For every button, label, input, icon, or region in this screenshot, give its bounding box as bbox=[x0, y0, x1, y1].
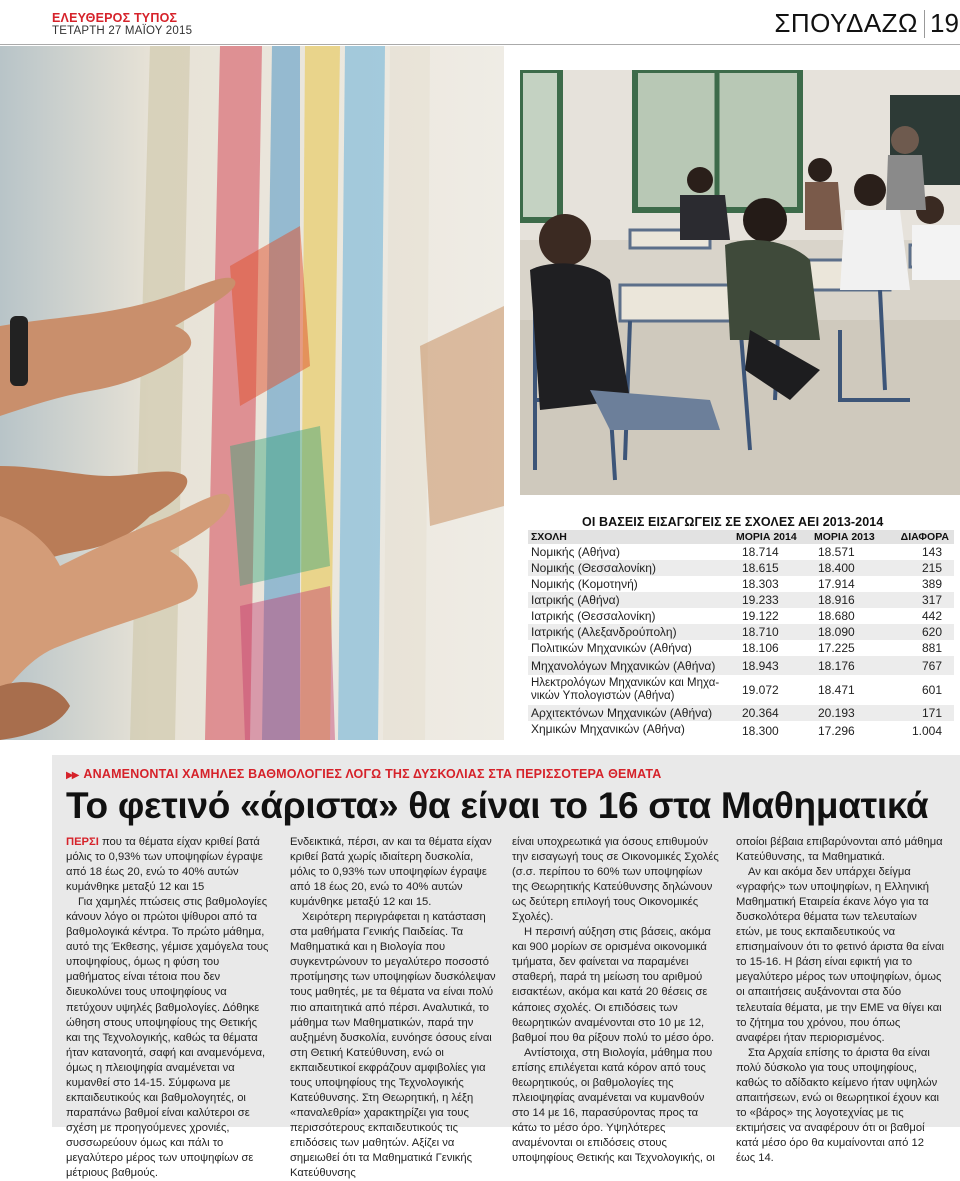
row-points-2014: 19.072 bbox=[742, 683, 779, 697]
row-points-2014: 18.300 bbox=[742, 724, 779, 738]
row-difference: 215 bbox=[921, 561, 942, 575]
row-points-2013: 18.090 bbox=[818, 625, 855, 639]
photo-hands-on-wall bbox=[0, 46, 504, 740]
article bbox=[52, 755, 960, 1180]
table-row bbox=[528, 624, 954, 640]
newspaper-name: ΕΛΕΥΘΕΡΟΣ ΤΥΠΟΣ bbox=[52, 11, 178, 25]
row-points-2014: 18.615 bbox=[742, 561, 779, 575]
row-school: Πολιτικών Μηχανικών (Αθήνα) bbox=[531, 641, 692, 655]
page-number: 19 bbox=[930, 8, 959, 38]
row-school bbox=[531, 677, 719, 703]
row-school: Μηχανολόγων Μηχανικών (Αθήνα) bbox=[531, 659, 716, 673]
table-row bbox=[528, 608, 954, 624]
article-paragraph bbox=[66, 835, 274, 895]
article-column-3 bbox=[512, 835, 720, 1166]
row-school-line-1: Ηλεκτρολόγων Μηχανικών και Μηχα- bbox=[531, 677, 720, 689]
issue-date: ΤΕΤΑΡΤΗ 27 ΜΑΪΟΥ 2015 bbox=[52, 25, 193, 37]
double-arrow-icon: ▶▶ bbox=[66, 770, 78, 781]
table-row bbox=[528, 544, 954, 560]
row-difference: 143 bbox=[921, 545, 942, 559]
table-title: ΟΙ ΒΑΣΕΙΣ ΕΙΣΑΓΩΓΕΙΣ ΣΕ ΣΧΟΛΕΣ ΑΕΙ 2013-2014 bbox=[582, 515, 884, 529]
masthead-divider bbox=[924, 10, 925, 38]
row-points-2014: 19.233 bbox=[742, 593, 779, 607]
article-kicker bbox=[66, 767, 661, 781]
row-difference: 389 bbox=[921, 577, 942, 591]
row-difference: 767 bbox=[921, 659, 942, 673]
article-column-1 bbox=[66, 835, 274, 1181]
row-points-2014: 18.943 bbox=[742, 659, 779, 673]
table-row bbox=[528, 721, 954, 739]
row-points-2014: 20.364 bbox=[742, 706, 779, 720]
table-row bbox=[528, 576, 954, 592]
photo-exam-classroom bbox=[520, 70, 960, 495]
header-points-2014: ΜΟΡΙΑ 2014 bbox=[736, 531, 797, 543]
row-difference: 317 bbox=[921, 593, 942, 607]
article-paragraph: Για χαμηλές πτώσεις στις βαθμολογίες κάνουν λόγο οι πρώτοι ψίθυροι από τα βαθμολογικά κέντρα. Το πρώτο μάθημα, αυτό της Έκθεσης, γέμισε χαμόγελα τους υποψηφίους, όμως η φύση του μαθήματος είναι τέτοια που δεν διευκολύνει τους υποψηφίους να πετύχουν υψηλές βαθμολογίες. Δόθηκε ώθηση στους υποψηφίους της Θετικής και της Τεχνολογικής, καθώς τα θέματα ήταν κατανοητά, σαφή και αναμενόμενα, όμως η πλειοψηφία αναμένεται να κυμανθεί στο 14-15. Σύμφωνα με εκπαιδευτικούς και βαθμολογητές, οι παραπάνω βαθμοί είναι καλύτεροι σε σχέση με προηγούμενες χρονιές, συσσωρεύουν όμως και πάλι το μεγαλύτερο μέρος των υποψηφίων σε μέτριους βαθμούς. bbox=[66, 896, 269, 1180]
article-paragraph: είναι υποχρεωτικά για όσους επιθυμούν την εισαγωγή τους σε Οικονομικές Σχολές (σ.σ. περίπου το 60% των υποψηφίων της Θεωρητικής Κατεύθυνσης δηλώνουν ως δεύτερη επιλογή τους Οικονομικές Σχολές). bbox=[512, 836, 719, 924]
admission-scores-table bbox=[520, 506, 960, 742]
row-points-2014: 18.303 bbox=[742, 577, 779, 591]
row-points-2013: 18.916 bbox=[818, 593, 855, 607]
row-difference: 620 bbox=[921, 625, 942, 639]
row-difference: 601 bbox=[921, 683, 942, 697]
row-points-2013: 18.400 bbox=[818, 561, 855, 575]
row-points-2014: 18.714 bbox=[742, 545, 779, 559]
row-points-2013: 18.176 bbox=[818, 659, 855, 673]
table-row bbox=[528, 592, 954, 608]
row-school: Ιατρικής (Αλεξανδρούπολη) bbox=[531, 625, 677, 639]
row-points-2013: 18.471 bbox=[818, 683, 855, 697]
row-points-2014: 18.710 bbox=[742, 625, 779, 639]
row-school-line-2: νικών Υπολογιστών (Αθήνα) bbox=[531, 690, 675, 702]
header-points-2013: ΜΟΡΙΑ 2013 bbox=[814, 531, 875, 543]
article-paragraph: Ενδεικτικά, πέρσι, αν και τα θέματα είχαν κριθεί βατά χωρίς ιδιαίτερη δυσκολία, μόλις το 0,93% των υποψηφίων έγραψε από 18 έως 20, ενώ το 40% αυτών κυμάνθηκε μεταξύ 12 και 15. bbox=[290, 836, 492, 909]
kicker-text: ΑΝΑΜΕΝΟΝΤΑΙ ΧΑΜΗΛΕΣ ΒΑΘΜΟΛΟΓΙΕΣ ΛΟΓΩ ΤΗΣ ΔΥΣΚΟΛΙΑΣ ΣΤΑ ΠΕΡΙΣΣΟΤΕΡΑ ΘΕΜΑΤΑ bbox=[83, 767, 662, 781]
article-paragraph: Αν και ακόμα δεν υπάρχει δείγμα «γραφής» των υποψηφίων, η Ελληνική Μαθηματική Εταιρεία έκανε λόγο για τα δυσκολότερα θέματα των τελευταίων ετών, με τους εκπαιδευτικούς να επισημαίνουν ότι το φετινό άριστα θα είναι το 15-16. Η βάση είναι εφικτή για το μεγαλύτερο μέρος των υποψηφίων, όμως οι απαιτήσεις αυξάνονται στα δύο τελευταία θέματα, με την ΕΜΕ να θίγει και το ζήτημα του χρόνου, που όπως αναφέρει ήταν περιορισμένος. bbox=[736, 866, 944, 1044]
row-school: Ιατρικής (Αθήνα) bbox=[531, 593, 620, 607]
hands-painting-illustration bbox=[0, 46, 504, 740]
article-column-4 bbox=[736, 835, 944, 1166]
table-row bbox=[528, 640, 954, 656]
masthead bbox=[0, 0, 960, 46]
header-school: ΣΧΟΛΗ bbox=[531, 531, 567, 543]
row-points-2014: 19.122 bbox=[742, 609, 779, 623]
row-points-2013: 17.914 bbox=[818, 577, 855, 591]
row-difference: 171 bbox=[921, 706, 942, 720]
article-paragraph: Χειρότερη περιγράφεται η κατάσταση στα μαθήματα Γενικής Παιδείας. Τα Μαθηματικά και η Βιολογία που συγκεντρώνουν το μεγαλύτερο ποσοστό προτίμησης των υποψηφίων δυσκόλεψαν τους μαθητές, με τα θέματα να είναι πολύ πιο απαιτητικά από πέρσι. Αναλυτικά, το μάθημα των Μαθηματικών, παρά την αυξημένη δυσκολία, ευνόησε όσους είναι στη Θετική Κατεύθυνση, ενώ οι εκπαιδευτικοί εκφράζουν αμφιβολίες για τους υποψηφίους της Τεχνολογικής Κατεύθυνσης. Στη Θεωρητική, η λέξη «παναλεθρία» χαρακτηρίζει για τους περισσότερους εκπαιδευτικούς τις επιδόσεις των μαθητών. Αξίζει να σημειωθεί ότι τα Μαθηματικά Γενικής Κατεύθυνσης bbox=[290, 911, 496, 1180]
table-row bbox=[528, 656, 954, 675]
row-school: Αρχιτεκτόνων Μηχανικών (Αθήνα) bbox=[531, 706, 713, 720]
row-points-2014: 18.106 bbox=[742, 641, 779, 655]
table-row bbox=[528, 675, 954, 705]
section-title: ΣΠΟΥΔΑΖΩ bbox=[774, 8, 918, 38]
table-header-row bbox=[528, 530, 954, 544]
lead-word: ΠΕΡΣΙ bbox=[66, 836, 99, 848]
row-school: Ιατρικής (Θεσσαλονίκη) bbox=[531, 609, 656, 623]
row-difference: 442 bbox=[921, 609, 942, 623]
row-points-2013: 17.225 bbox=[818, 641, 855, 655]
article-column-2 bbox=[290, 835, 498, 1181]
masthead-rule bbox=[0, 44, 960, 45]
table-row bbox=[528, 560, 954, 576]
row-school: Χημικών Μηχανικών (Αθήνα) bbox=[531, 722, 685, 736]
article-paragraph: Στα Αρχαία επίσης το άριστα θα είναι πολύ δύσκολο για τους υποψηφίους, καθώς το αδίδακτο κείμενο ήταν υψηλών απαιτήσεων, ενώ οι θεωρητικοί έχουν και το «βάρος» της λογοτεχνίας με τις εκτιμήσεις να αναφέρουν ότι οι βαθμοί κατά μέσο όρο θα κυμαίνονται από 12 έως 14. bbox=[736, 1046, 940, 1164]
row-school: Νομικής (Κομοτηνή) bbox=[531, 577, 638, 591]
row-points-2013: 18.571 bbox=[818, 545, 855, 559]
article-paragraph: οποίοι βέβαια επιβαρύνονται από μάθημα Κατεύθυνσης, τα Μαθηματικά. bbox=[736, 836, 943, 864]
header-difference: ΔΙΑΦΟΡΑ bbox=[900, 531, 949, 543]
row-school: Νομικής (Αθήνα) bbox=[531, 545, 620, 559]
row-difference: 1.004 bbox=[911, 724, 942, 738]
exam-classroom-illustration bbox=[520, 70, 960, 495]
row-points-2013: 20.193 bbox=[818, 706, 855, 720]
row-difference: 881 bbox=[921, 641, 942, 655]
article-paragraph: Η περσινή αύξηση στις βάσεις, ακόμα και 900 μορίων σε ορισμένα οικονομικά τμήματα, δεν φαίνεται να παραμένει σταθερή, παρά τη μείωση του αριθμού εισακτέων, ακόμα και κατά 20 θέσεις σε κάποιες σχολές. Οι επιδόσεις των θεωρητικών αναμένονται στο 10 με 12, βαθμοί που θα ρίξουν πολύ το μέσο όρο. bbox=[512, 926, 715, 1044]
row-points-2013: 18.680 bbox=[818, 609, 855, 623]
table-row bbox=[528, 705, 954, 721]
row-school: Νομικής (Θεσσαλονίκη) bbox=[531, 561, 656, 575]
row-points-2013: 17.296 bbox=[818, 724, 855, 738]
article-headline: Το φετινό «άριστα» θα είναι το 16 στα Μαθηματικά bbox=[66, 785, 929, 826]
article-paragraph: Αντίστοιχα, στη Βιολογία, μάθημα που επίσης επιλέγεται κατά κόρον από τους θεωρητικούς, οι βαθμολογίες της πλειοψηφίας αναμένεται να κυμανθούν στο 14 με 16, παρασύροντας προς τα κάτω το μέσο όρο. Υψηλότερες αναμένονται οι επιδόσεις στους υποψηφίους Θετικής και Τεχνολογικής, οι bbox=[512, 1046, 715, 1164]
lead-text: που τα θέματα είχαν κριθεί βατά μόλις το 0,93% των υποψηφίων έγραψε από 18 έως 20, ενώ το 40% αυτών κυμάνθηκε μεταξύ 12 και 15 bbox=[66, 836, 263, 894]
